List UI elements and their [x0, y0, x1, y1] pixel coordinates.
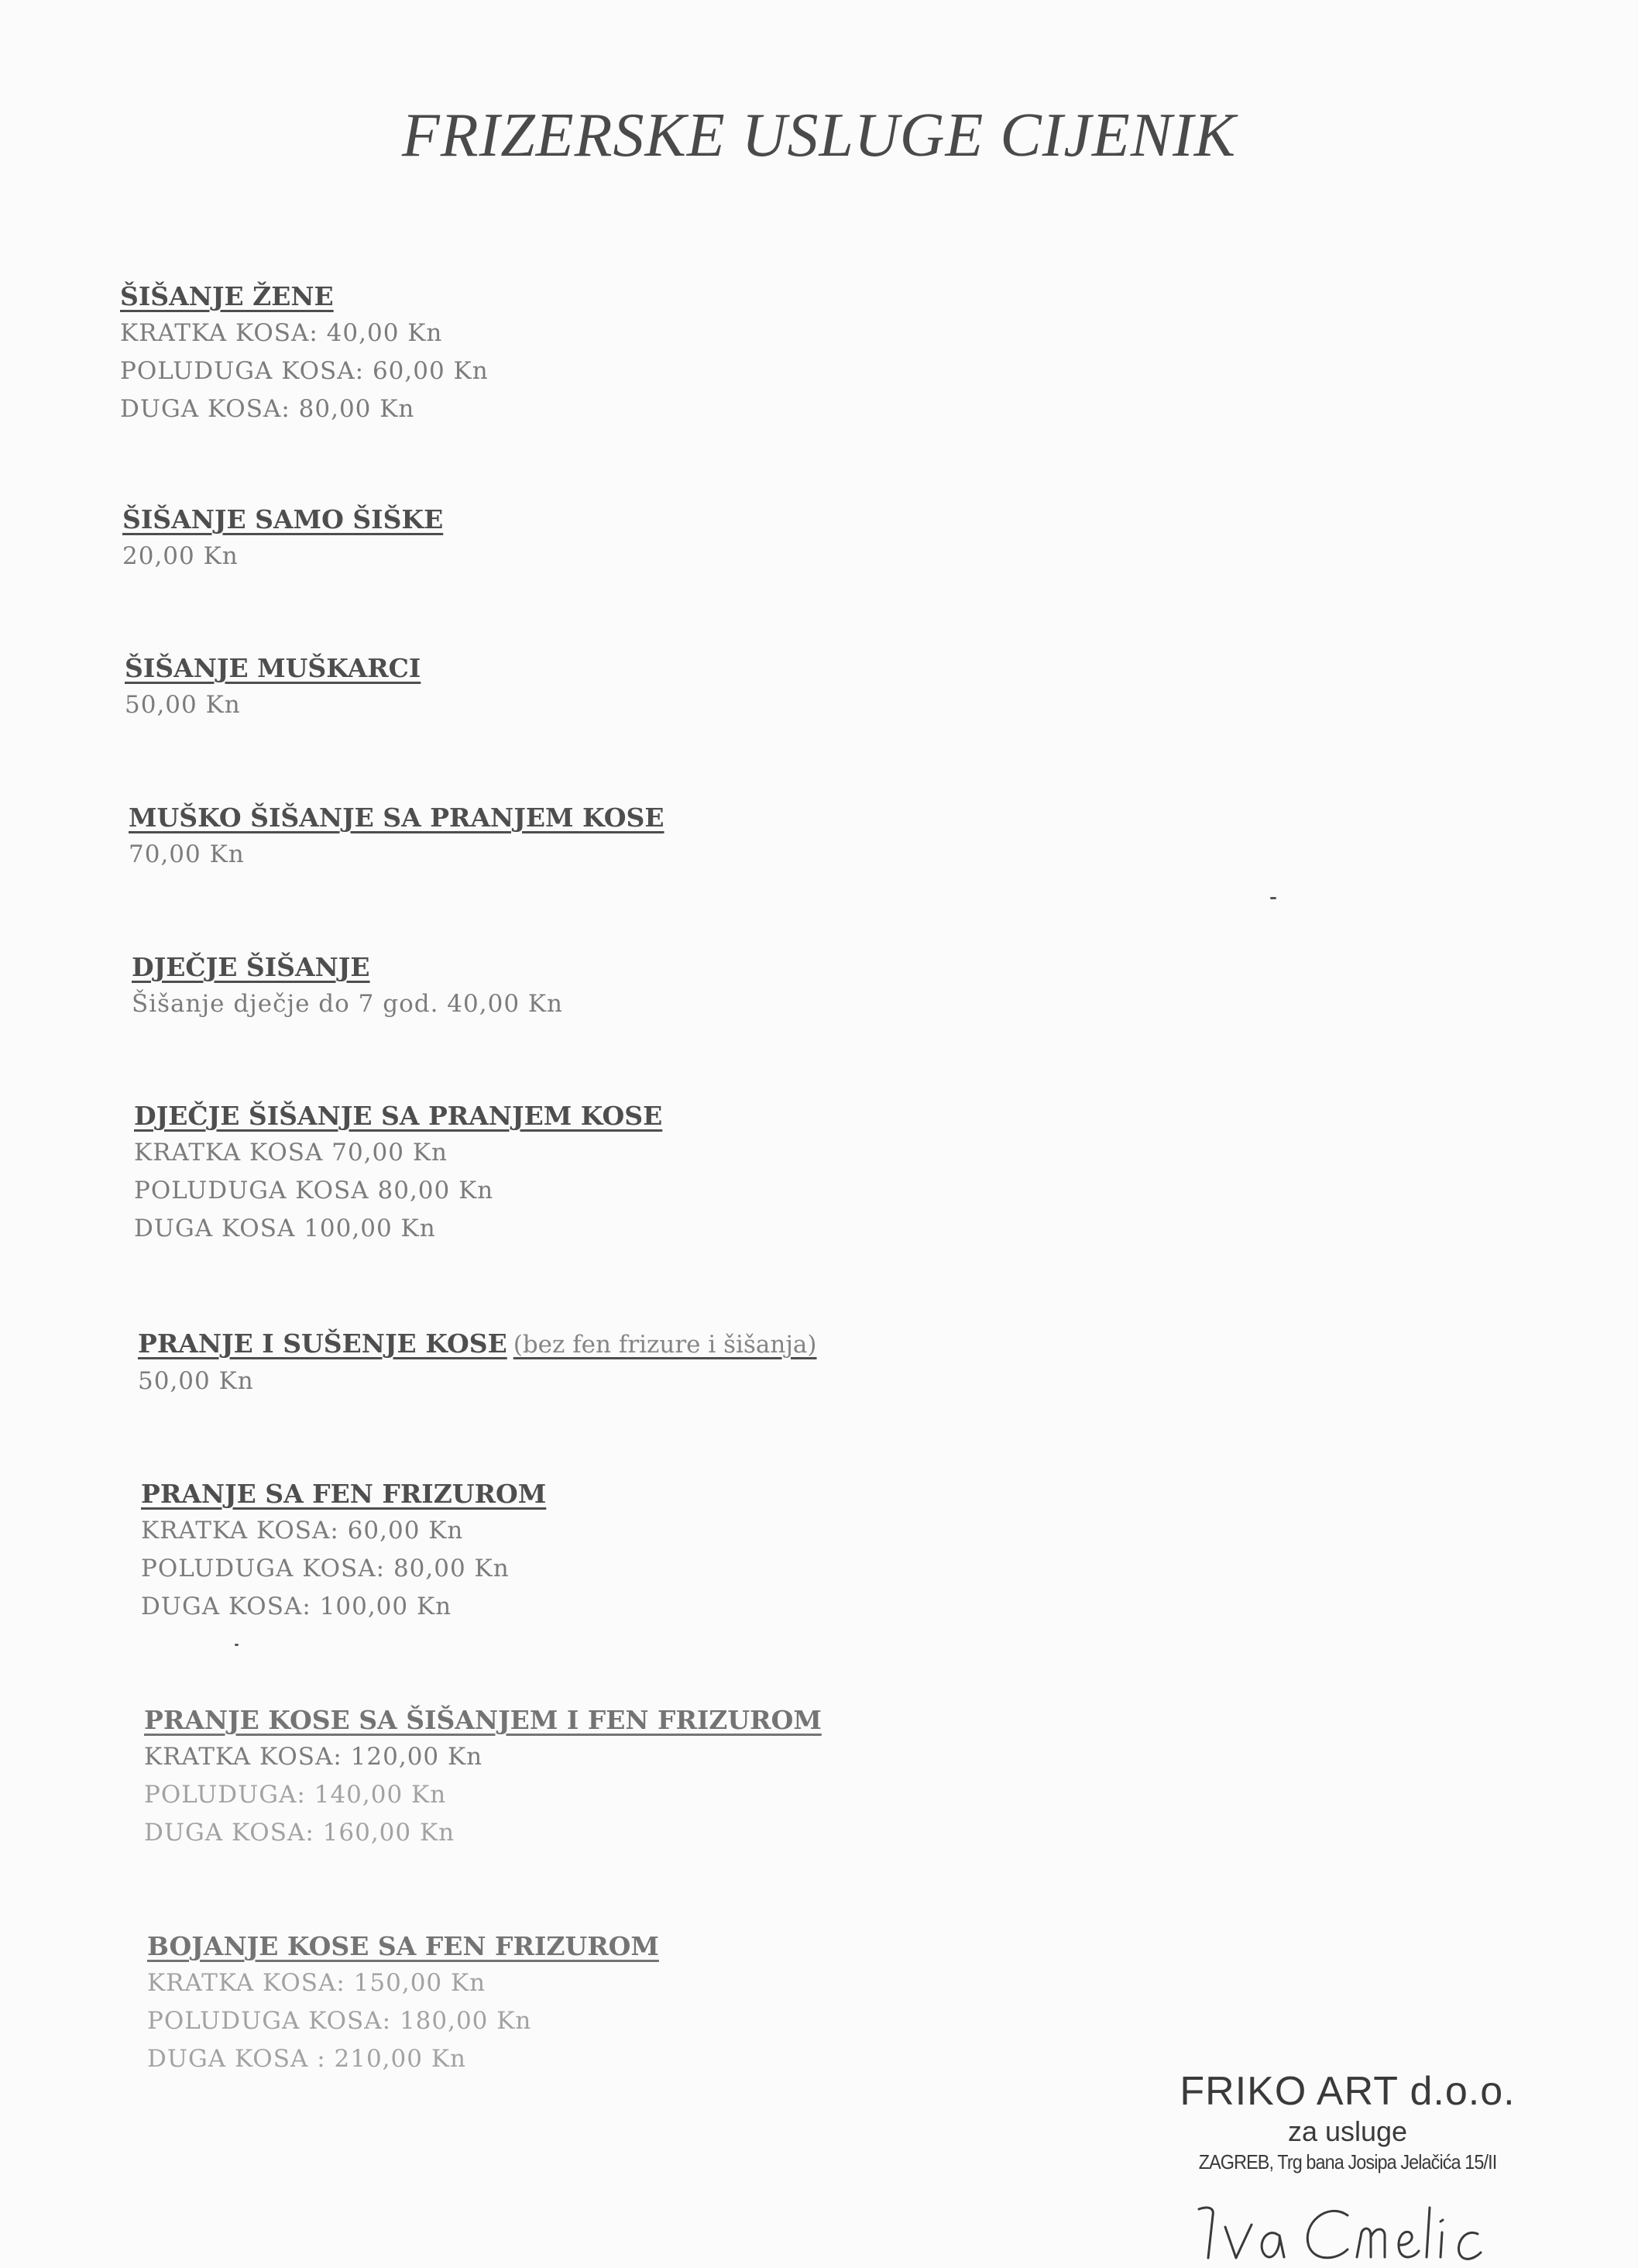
page-title: FRIZERSKE USLUGE CIJENIK: [401, 101, 1237, 170]
price-section: [129, 800, 1290, 874]
price-line: DUGA KOSA : 210,00 Kn: [147, 2045, 466, 2073]
stamp-subtitle: za usluge: [1287, 2115, 1408, 2147]
section-heading: DJEČJE ŠIŠANJE: [132, 952, 370, 982]
price-line: POLUDUGA KOSA 80,00 Kn: [134, 1177, 494, 1204]
price-line: Šišanje dječje do 7 god. 40,00 Kn: [132, 990, 564, 1018]
price-line: DUGA KOSA: 160,00 Kn: [144, 1819, 455, 1847]
price-line: POLUDUGA KOSA: 180,00 Kn: [147, 2007, 532, 2035]
stamp-company-name: FRIKO ART d.o.o.: [1180, 2069, 1516, 2114]
price-section: [120, 279, 1282, 428]
section-note: (bez fen frizure i šišanja): [513, 1331, 817, 1359]
price-line: 20,00 Kn: [122, 542, 239, 570]
price-line: DUGA KOSA: 100,00 Kn: [141, 1593, 452, 1620]
price-line: 50,00 Kn: [125, 691, 241, 719]
price-section: [138, 1326, 1300, 1400]
section-heading: MUŠKO ŠIŠANJE SA PRANJEM KOSE: [129, 802, 664, 833]
price-line: KRATKA KOSA: 150,00 Kn: [147, 1969, 486, 1997]
price-line: POLUDUGA KOSA: 60,00 Kn: [120, 357, 489, 385]
price-line: DUGA KOSA: 80,00 Kn: [120, 395, 415, 423]
section-heading: ŠIŠANJE ŽENE: [120, 281, 334, 311]
price-section: [125, 651, 1286, 724]
price-section: [122, 502, 1284, 576]
section-heading: DJEČJE ŠIŠANJE SA PRANJEM KOSE: [134, 1101, 663, 1131]
price-line: KRATKA KOSA 70,00 Kn: [134, 1139, 448, 1167]
price-line: 50,00 Kn: [138, 1367, 254, 1395]
section-heading-text: PRANJE I SUŠENJE KOSE: [138, 1328, 507, 1359]
section-heading: PRANJE SA FEN FRIZUROM: [141, 1479, 547, 1509]
section-heading: ŠIŠANJE MUŠKARCI: [125, 653, 421, 683]
price-section: [134, 1098, 1296, 1248]
price-line: DUGA KOSA 100,00 Kn: [134, 1215, 436, 1242]
price-line: KRATKA KOSA: 40,00 Kn: [120, 319, 443, 347]
price-line: KRATKA KOSA: 120,00 Kn: [144, 1743, 483, 1771]
section-heading: PRANJE KOSE SA ŠIŠANJEM I FEN FRIZUROM: [144, 1705, 822, 1735]
price-section: [147, 1929, 1309, 2078]
price-section: [132, 950, 1293, 1023]
price-section: [144, 1703, 1306, 1852]
section-heading: BOJANJE KOSE SA FEN FRIZUROM: [147, 1931, 659, 1961]
price-line: POLUDUGA: 140,00 Kn: [144, 1781, 447, 1809]
section-heading: ŠIŠANJE SAMO ŠIŠKE: [122, 504, 444, 534]
scan-speck: [235, 1644, 239, 1646]
scan-speck: [1270, 897, 1276, 899]
price-line: POLUDUGA KOSA: 80,00 Kn: [141, 1555, 510, 1582]
price-section: [141, 1476, 1303, 1626]
signature: [1185, 2192, 1526, 2268]
price-line: KRATKA KOSA: 60,00 Kn: [141, 1517, 464, 1545]
price-line: 70,00 Kn: [129, 840, 245, 868]
section-heading: [138, 1326, 1300, 1363]
stamp-address: ZAGREB, Trg bana Josipa Jelačića 15/II: [1198, 2150, 1497, 2174]
company-stamp: [1131, 2068, 1564, 2175]
